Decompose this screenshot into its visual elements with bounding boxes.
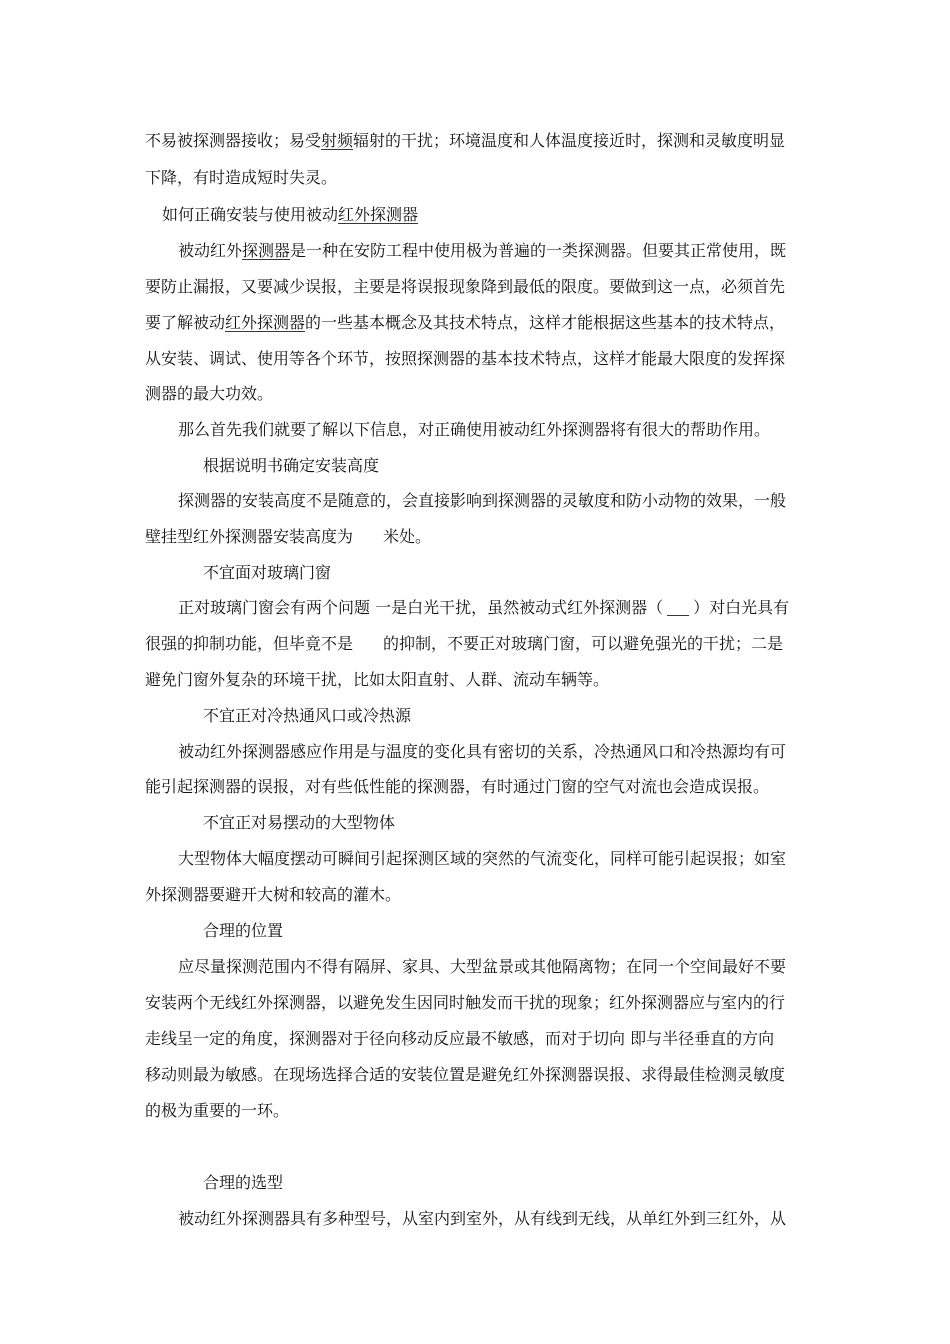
section-title: 根据说明书确定安装高度 <box>203 456 380 475</box>
text-span: 壁挂型红外探测器安装高度为 <box>145 527 354 546</box>
paragraph-line: 安装两个无线红外探测器，以避免发生因同时触发而干扰的现象；红外探测器应与室内的行 <box>145 993 786 1012</box>
text-span: 米处。 <box>383 527 432 546</box>
paragraph-line: 被动红外探测器具有多种型号，从室内到室外，从有线到无线，从单红外到三红外，从 <box>178 1209 787 1228</box>
text-span: 辐射的干扰；环境温度和人体温度接近时，探测和灵敏度明显 <box>353 131 786 150</box>
text-span: 被动红外 <box>178 241 243 260</box>
text-span: 很强的抑制功能，但毕竟不是 <box>145 634 354 653</box>
paragraph-line <box>178 598 789 618</box>
paragraph-line: 能引起探测器的误报，对有些低性能的探测器，有时通过门窗的空气对流也会造成误报。 <box>145 777 770 796</box>
paragraph-line: 移动则最为敏感。在现场选择合适的安装位置是避免红外探测器误报、求得最佳检测灵敏度 <box>145 1065 786 1084</box>
paragraph-line <box>145 527 431 547</box>
paragraph-line: 测器的最大功效。 <box>145 384 274 403</box>
section-title: 不宜面对玻璃门窗 <box>203 563 332 582</box>
link-tanceqi[interactable]: 探测器 <box>242 241 291 260</box>
paragraph-line: 探测器的安装高度不是随意的，会直接影响到探测器的灵敏度和防小动物的效果，一般 <box>178 491 787 510</box>
text-span: 的抑制，不要正对玻璃门窗，可以避免强光的干扰；二是 <box>383 634 784 653</box>
link-shepin[interactable]: 射频 <box>321 131 354 150</box>
paragraph-line: 被动红外探测器感应作用是与温度的变化具有密切的关系，冷热通风口和冷热源均有可 <box>178 742 787 761</box>
paragraph-line: 大型物体大幅度摆动可瞬间引起探测区域的突然的气流变化，同样可能引起误报；如室 <box>178 849 787 868</box>
paragraph-line <box>145 634 783 654</box>
section-heading <box>162 205 418 225</box>
paragraph-line: 外探测器要避开大树和较高的灌木。 <box>145 885 402 904</box>
paragraph-line <box>178 241 809 261</box>
text-span: 的一些基本概念及其技术特点，这样才能根据这些基本的技术特点， <box>305 313 786 332</box>
paragraph-line: 的极为重要的一环。 <box>145 1101 290 1120</box>
paragraph-line: 走线呈一定的角度，探测器对于径向移动反应最不敏感，而对于切向 即与半径垂直的方向 <box>145 1029 775 1048</box>
section-title: 合理的选型 <box>203 1173 284 1192</box>
text-span: ）对白光具有 <box>693 598 790 617</box>
text-span: 要了解被动 <box>145 313 226 332</box>
paragraph-line <box>145 313 785 333</box>
paragraph-line <box>145 131 809 151</box>
paragraph-line: 应尽量探测范围内不得有隔屏、家具、大型盆景或其他隔离物；在同一个空间最好不要 <box>178 957 787 976</box>
text-span: 是一种在安防工程中使用极为普遍的一类探测器。但要其正常使用，既 <box>290 241 787 260</box>
paragraph-line: 要防止漏报，又要减少误报，主要是将误报现象降到最低的限度。要做到这一点，必须首先 <box>145 277 786 296</box>
paragraph-line: 避免门窗外复杂的环境干扰，比如太阳直射、人群、流动车辆等。 <box>145 670 610 689</box>
blank-underline <box>667 599 689 616</box>
heading-text: 如何正确安装与使用被动 <box>162 205 339 224</box>
section-title: 不宜正对易摆动的大型物体 <box>203 813 396 832</box>
paragraph-line: 下降，有时造成短时失灵。 <box>145 168 338 187</box>
link-hongwai-tanceqi[interactable]: 红外探测器 <box>338 205 419 224</box>
text-span: 不易被探测器接收；易受 <box>145 131 322 150</box>
paragraph-line: 从安装、调试、使用等各个环节，按照探测器的基本技术特点，这样才能最大限度的发挥探 <box>145 349 786 368</box>
link-hongwai-tanceqi-2[interactable]: 红外探测器 <box>225 313 306 332</box>
text-span: 正对玻璃门窗会有两个问题 一是白光干扰，虽然被动式红外探测器（ <box>178 598 664 617</box>
section-title: 不宜正对冷热通风口或冷热源 <box>203 706 412 725</box>
paragraph-line: 那么首先我们就要了解以下信息，对正确使用被动红外探测器将有很大的帮助作用。 <box>178 420 771 439</box>
section-title: 合理的位置 <box>203 921 284 940</box>
